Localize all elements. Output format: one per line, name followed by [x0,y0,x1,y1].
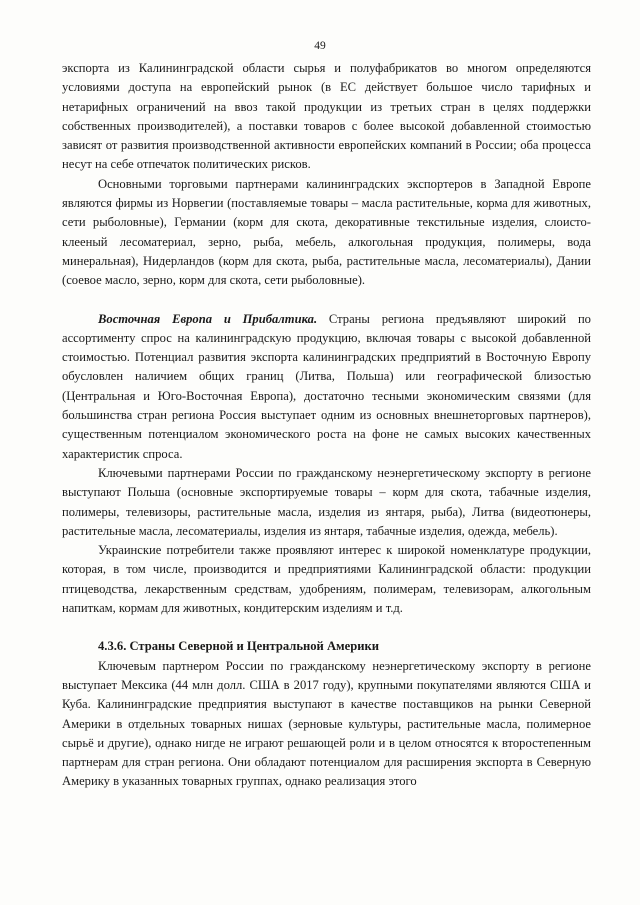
paragraph-eastern-europe-baltics [62,310,591,464]
section-heading: 4.3.6. Страны Северной и Центральной Америки [98,639,379,654]
page-number: 49 [314,40,326,52]
paragraph-western-europe-partners: Основными торговыми партнерами калининградских экспортеров в Западной Европе являются фирмы из Норвегии (поставляемые товары – масла растительные, корма для животных, сети рыболовные), Германии (корм для скота, декоративные текстильные изделия, слоисто-клееный лесоматериал, зерно, рыба, мебель, алкогольная продукция, полимеры, вода минеральная), Нидерландов (корм для скота, рыба, растительные масла, лесоматериалы), Дании (соевое масло, зерно, корм для скота, сети рыболовные). [62,176,591,288]
paragraph-ukrainian-consumers: Украинские потребители также проявляют интерес к широкой номенклатуре продукции, которая, в том числе, производится и предприятиями Калининградской области: продукции птицеводства, лекарственным средствам, удобрениям, полимерам, телевизорам, алкогольным напиткам, кормам для животных, кондитерским изделиям и т.д. [62,543,591,616]
page-body [62,59,591,792]
paragraph-lead-term: Восточная Европа и Прибалтика. [98,311,318,326]
paragraph-key-partners-region: Ключевыми партнерами России по гражданскому неэнергетическому экспорту в регионе выступают Польша (основные экспортируемые товары – корм для скота, табачные изделия, полимеры, телевизоры, растительные масла, изделия из янтаря, рыба), Литва (видеотюнеры, растительные масла, лесоматериалы, изделия из янтаря, табачные изделия, одежда, мебель). [62,465,591,538]
section-spacer [62,618,591,637]
paragraph-export-conditions: экспорта из Калининградской области сырья и полуфабрикатов во многом определяются условиями доступа на европейский рынок (в ЕС действует большое число тарифных и нетарифных ограничений на ввоз такой продукции из третьих стран в целях поддержки собственных производителей), а поставки товаров с более высокой добавленной стоимостью зависят от развития производственной активности европейских компаний в России; оба процесса несут на себе отпечаток политических рисков. [62,61,591,172]
paragraph-north-central-america: Ключевым партнером России по гражданскому неэнергетическому экспорту в регионе выступает Мексика (44 млн долл. США в 2017 году), крупными покупателями являются США и Куба. Калининградские предприятия выступают в качестве поставщиков на рынки Северной Америки в отдельных товарных нишах (зерновые культуры, растительные масла, полимерное сырьё и другие), однако нигде не играют решающей роли и в целом относятся к второстепенным партнерам для стран региона. Они обладают потенциалом для расширения экспорта в Северную Америку в указанных товарных группах, однако реализация этого [62,658,591,789]
paragraph-spacer [62,291,591,310]
paragraph-text: Страны региона предъявляют широкий по ассортименту спрос на калининградскую продукцию, включая товары с высокой добавленной стоимостью. Потенциал развития экспорта калининградских предприятий в Восточную Европу обусловлен наличием общих границ (Литва, Польша) или географической близостью (Центральная и Юго-Восточная Европа), достаточно тесными экономическим связями (для большинства стран региона Россия выступает одним из основных внешнеторговых партнеров), существенным потенциалом экономического роста на фоне не самых высоких качественных характеристик спроса. [62,311,591,461]
